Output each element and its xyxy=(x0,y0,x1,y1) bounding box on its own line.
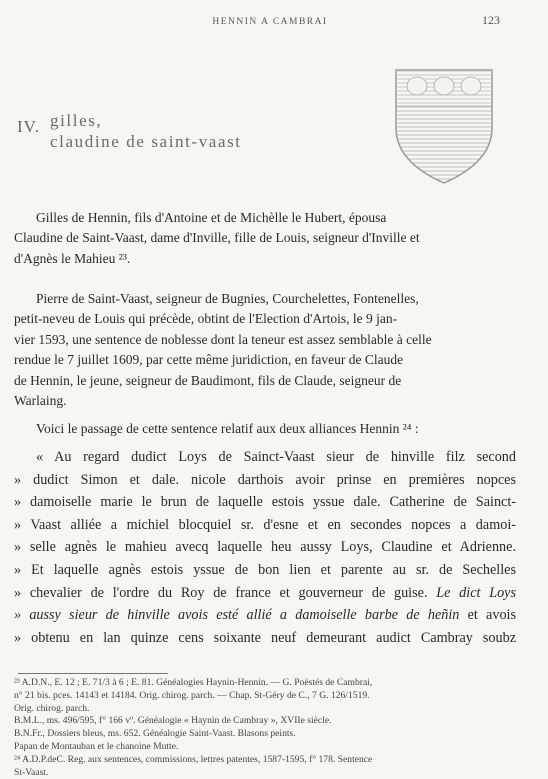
section-number: IV. xyxy=(17,117,40,136)
section-heading xyxy=(50,110,242,152)
coat-of-arms-icon xyxy=(393,66,495,186)
paragraph-2 xyxy=(14,289,516,411)
footnote-line: B.N.Fr., Dossiers bleus, ms. 652. Généalogie Saint-Vaast. Blasons peints. xyxy=(14,728,296,740)
footnotes xyxy=(14,677,522,779)
text-line: Gilles de Hennin, fils d'Antoine et de Michèlle le Hubert, épousa xyxy=(36,210,387,225)
quote-line: » Et laquelle agnès estois yssue de bon lien et parente au sr. de Sechelles xyxy=(14,561,516,578)
text-line: Claudine de Saint-Vaast, dame d'Inville, fille de Louis, seigneur d'Inville et xyxy=(14,230,420,246)
footnote-line: n° 21 bis. pces. 14143 et 14184. Orig. chirog. parch. — Chap. St-Géry de C., 7 G. 126/1519. xyxy=(14,689,370,701)
text-line: Voici le passage de cette sentence relatif aux deux alliances Hennin ²⁴ : xyxy=(36,421,419,436)
text-line: rendue le 7 juillet 1609, par cette même juridiction, en faveur de Claude xyxy=(14,352,404,368)
page-number: 123 xyxy=(482,13,500,27)
footnote-line: B.M.L., ms. 496/595, f° 166 vº. Généalogie « Haynin de Cambray », XVIIe siècle. xyxy=(14,715,332,727)
quote-line-text: et avois xyxy=(459,607,516,624)
paragraph-1 xyxy=(14,208,516,269)
quote-italic: » aussy sieur de hinville avois esté allié a damoiselle barbe de heñin xyxy=(14,607,460,624)
text-line: Pierre de Saint-Vaast, seigneur de Bugnies, Courchelettes, Fontenelles, xyxy=(36,291,419,306)
text-line: de Hennin, le jeune, seigneur de Baudimont, fils de Claude, seigneur de xyxy=(14,372,402,388)
quote-line xyxy=(14,604,516,627)
quote-line: » Vaast alliée a michiel blocquiel sr. d'esne et en secondes nopces a damoi- xyxy=(14,516,516,533)
quote-line-text: » chevalier de l'ordre du Roy de france et gouverneur de guise. xyxy=(14,584,428,601)
footnote-line: ²⁴ A.D.P.deC. Reg. aux sentences, commissions, lettres patentes, 1587-1595, f° 178. Sentence xyxy=(14,753,373,765)
section-heading-line1: gilles, xyxy=(50,111,103,130)
section-heading-line2: claudine de saint-vaast xyxy=(50,132,242,151)
footnote-line: Papan de Montauban et le chanoine Mutte. xyxy=(14,740,179,752)
text-line: d'Agnès le Mahieu ²³. xyxy=(14,250,131,266)
footnote-line: Orig. chirog. parch. xyxy=(14,702,90,714)
quote-line xyxy=(14,582,516,605)
text-line: vier 1593, une sentence de noblesse dont la teneur est assez semblable à celle xyxy=(14,331,432,347)
quote-line: » dudict Simon et dale. nicole darthois avoir prinse en premières nopces xyxy=(14,471,516,488)
footnote-line: ²³ A.D.N., E. 12 ; E. 71/3 à 6 ; E. 81. Généalogies Haynin-Hennin. — G. Poëstés de Cambrai, xyxy=(14,677,373,688)
quoted-sentence xyxy=(14,446,516,649)
quote-italic: Le dict Loys xyxy=(436,584,516,601)
text-line: petit-neveu de Louis qui précède, obtint de l'Election d'Artois, le 9 jan- xyxy=(14,311,398,327)
paragraph-3 xyxy=(14,419,516,439)
quote-line: » obtenu en lan quinze cens soixante neuf demeurant audict Cambray soubz xyxy=(14,629,516,646)
footnote-line: St-Vaast. xyxy=(14,766,49,778)
quote-line: « Au regard dudict Loys de Sainct-Vaast sieur de hinville filz second xyxy=(36,449,516,465)
quote-line: » selle agnès le mahieu avecq laquelle heu aussy Loys, Claudine et Adrienne. xyxy=(14,539,516,556)
quote-line: » damoiselle marie le brun de laquelle estois yssue dale. Catherine de Sainct- xyxy=(14,494,516,511)
footnote-rule xyxy=(18,673,168,674)
running-head: HENNIN A CAMBRAI xyxy=(212,17,328,27)
text-line: Warlaing. xyxy=(14,393,67,409)
